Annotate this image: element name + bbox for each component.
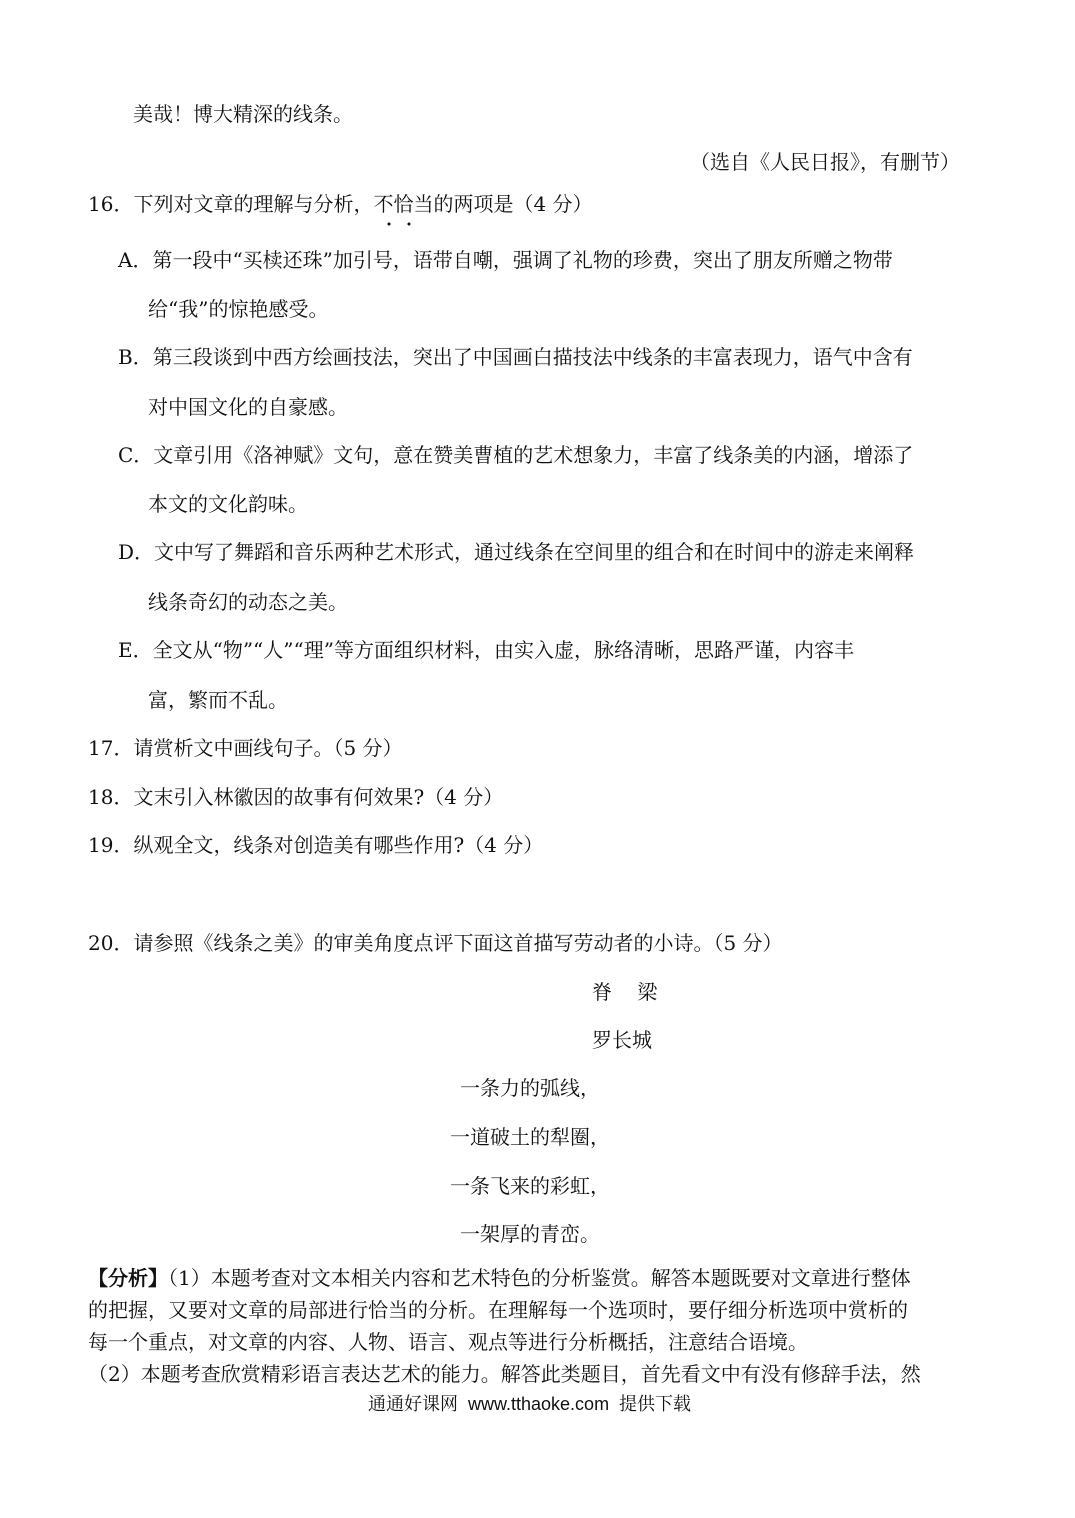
option-d-line1: D．文中写了舞蹈和音乐两种艺术形式，通过线条在空间里的组合和在时间中的游走来阐释	[118, 540, 915, 564]
q16-prefix: 16．下列对文章的理解与分析，	[88, 192, 374, 216]
analysis-label: 【分析】	[88, 1266, 168, 1290]
poem-line-1: 一条力的弧线，	[460, 1076, 600, 1100]
question-20: 20．请参照《线条之美》的审美角度点评下面这首描写劳动者的小诗。（5 分）	[88, 931, 783, 955]
poem-line-2: 一道破土的犁圈，	[450, 1125, 610, 1149]
page-footer: 通通好课网 www.tthaoke.com 提供下载	[368, 1394, 692, 1414]
analysis-line3: 每一个重点，对文章的内容、人物、语言、观点等进行分析概括，注意结合语境。	[88, 1330, 808, 1354]
poem-line-4: 一架厚的青峦。	[460, 1222, 600, 1246]
source-citation: （选自《人民日报》，有删节）	[690, 150, 960, 174]
option-e-line1: E．全文从“物”“人”“理”等方面组织材料，由实入虚，脉络清晰，思路严谨，内容丰	[118, 638, 854, 662]
closing-line: 美哉！博大精深的线条。	[133, 102, 353, 126]
analysis-line4: （2）本题考查欣赏精彩语言表达艺术的能力。解答此类题目，首先看文中有没有修辞手法，然	[88, 1362, 921, 1386]
question-17: 17．请赏析文中画线句子。（5 分）	[88, 736, 403, 760]
question-18: 18．文末引入林徽因的故事有何效果?（4 分）	[88, 785, 504, 809]
poem-title: 脊 梁	[592, 980, 658, 1004]
option-b-line1: B．第三段谈到中西方绘画技法，突出了中国画白描技法中线条的丰富表现力，语气中含有	[118, 345, 913, 369]
poem-author: 罗长城	[592, 1028, 652, 1052]
q16-emphasis: 不恰当	[373, 192, 434, 216]
q16-suffix: 的两项是（4 分）	[433, 192, 593, 216]
analysis-line2: 的把握，又要对文章的局部进行恰当的分析。在理解每一个选项时，要仔细分析选项中赏析的	[88, 1298, 908, 1322]
option-d-line2: 线条奇幻的动态之美。	[148, 590, 348, 614]
option-a-line1: A．第一段中“买椟还珠”加引号，语带自嘲，强调了礼物的珍费，突出了朋友所赠之物带	[118, 248, 893, 272]
poem-line-3: 一条飞来的彩虹，	[450, 1174, 610, 1198]
question-19: 19．纵观全文，线条对创造美有哪些作用?（4 分）	[88, 833, 544, 857]
analysis-line1	[88, 1264, 911, 1292]
option-c-line1: C．文章引用《洛神赋》文句，意在赞美曹植的艺术想象力，丰富了线条美的内涵，增添了	[118, 443, 914, 467]
option-a-line2: 给“我”的惊艳感受。	[148, 297, 329, 321]
option-c-line2: 本文的文化韵味。	[148, 492, 308, 516]
question-16	[88, 190, 593, 218]
analysis-text-1: （1）本题考查对文本相关内容和艺术特色的分析鉴赏。解答本题既要对文章进行整体	[168, 1266, 911, 1290]
option-e-line2: 富，繁而不乱。	[148, 688, 288, 712]
option-b-line2: 对中国文化的自豪感。	[148, 395, 348, 419]
